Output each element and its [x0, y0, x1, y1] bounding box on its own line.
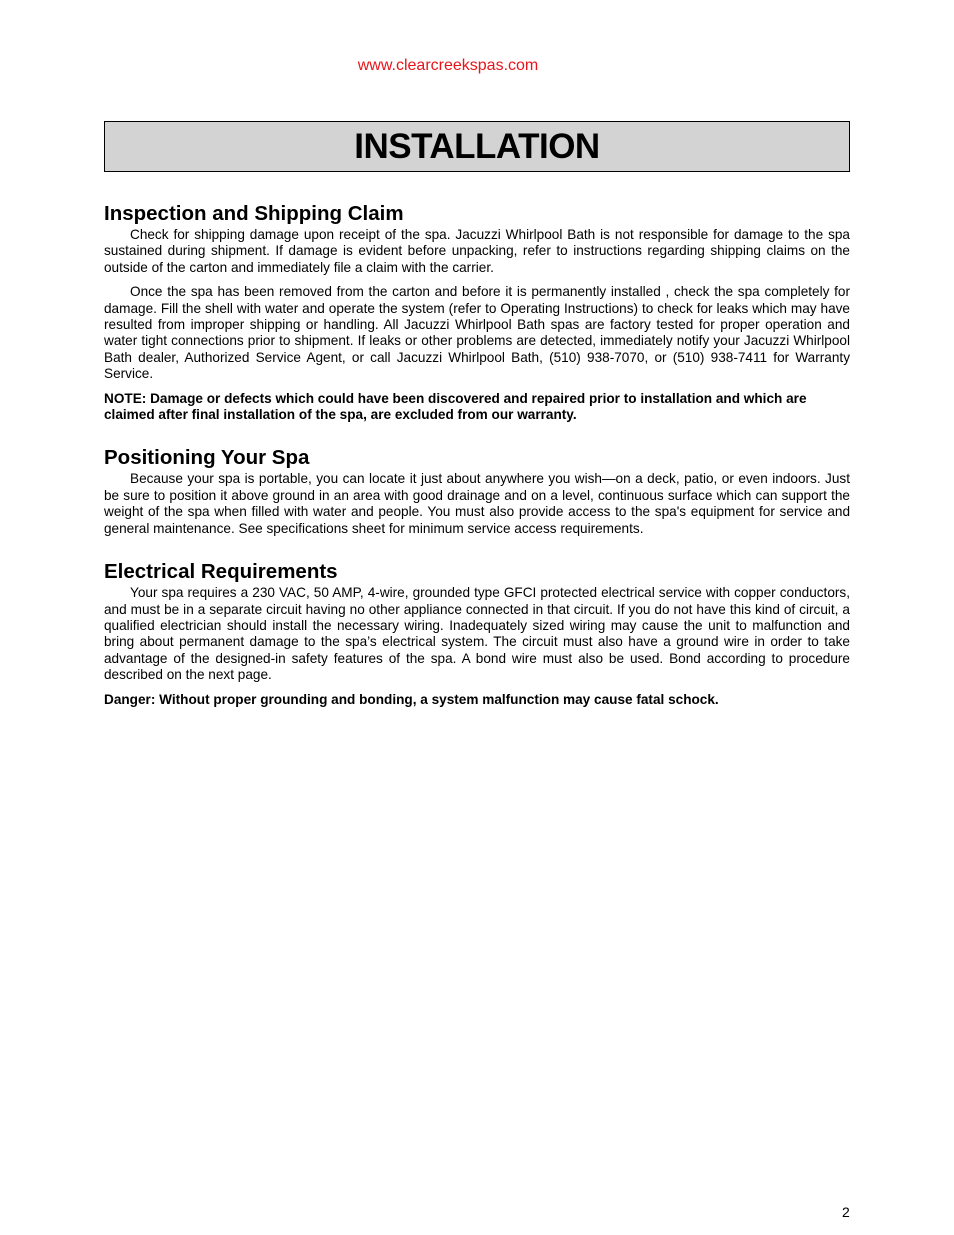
section-positioning: [104, 444, 850, 537]
section-inspection: [104, 200, 850, 423]
page-number: 2: [842, 1204, 850, 1220]
paragraph: Once the spa has been removed from the carton and before it is permanently installed , check the spa completely for damage. Fill the shell with water and operate the system (refer to Operating Instructions) to check for leaks which may have resulted from improper shipping or handling. All Jacuzzi Whirlpool Bath spas are factory tested for proper operation and water tight connections prior to shipment. If leaks or other problems are detected, immediately notify your Jacuzzi Whirlpool Bath dealer, Authorized Service Agent, or call Jacuzzi Whirlpool Bath, (510) 938-7070, or (510) 938-7411 for Warranty Service.: [104, 284, 850, 382]
paragraph: Your spa requires a 230 VAC, 50 AMP, 4-wire, grounded type GFCI protected electrical service with copper conductors, and must be in a separate circuit having no other appliance connected in that circuit. If you do not have this kind of circuit, a qualified electrician should install the necessary wiring. Inadequately sized wiring may cause the unit to malfunction and bring about permanent damage to the spa’s electrical system. The circuit must also have a ground wire in order to take advantage of the designed-in safety features of the spa. A bond wire must also be used. Bond according to procedure described on the next page.: [104, 585, 850, 683]
site-url-link[interactable]: www.clearcreekspas.com: [357, 57, 539, 74]
warranty-note: NOTE: Damage or defects which could have been discovered and repaired prior to installation and which are claimed after final installation of the spa, are excluded from our warranty.: [104, 390, 807, 423]
section-electrical: [104, 558, 850, 708]
page-title: INSTALLATION: [354, 126, 600, 166]
paragraph: Because your spa is portable, you can locate it just about anywhere you wish—on a deck, patio, or even indoors. Just be sure to position it above ground in an area with good drainage and on a level, continuous surface which can support the weight of the spa when filled with water and people. You must also provide access to the spa's equipment for service and general maintenance. See specifications sheet for minimum service access requirements.: [104, 471, 850, 536]
document-body: [104, 200, 850, 708]
page-title-banner: [104, 121, 850, 172]
danger-note: Danger: Without proper grounding and bonding, a system malfunction may cause fatal schock.: [104, 691, 719, 707]
section-heading: Electrical Requirements: [104, 560, 338, 584]
section-heading: Positioning Your Spa: [104, 446, 310, 470]
paragraph: Check for shipping damage upon receipt of the spa. Jacuzzi Whirlpool Bath is not responsible for damage to the spa sustained during shipment. If damage is evident before unpacking, refer to instructions regarding shipping claims on the outside of the carton and immediately file a claim with the carrier.: [104, 227, 850, 275]
section-heading: Inspection and Shipping Claim: [104, 202, 404, 225]
